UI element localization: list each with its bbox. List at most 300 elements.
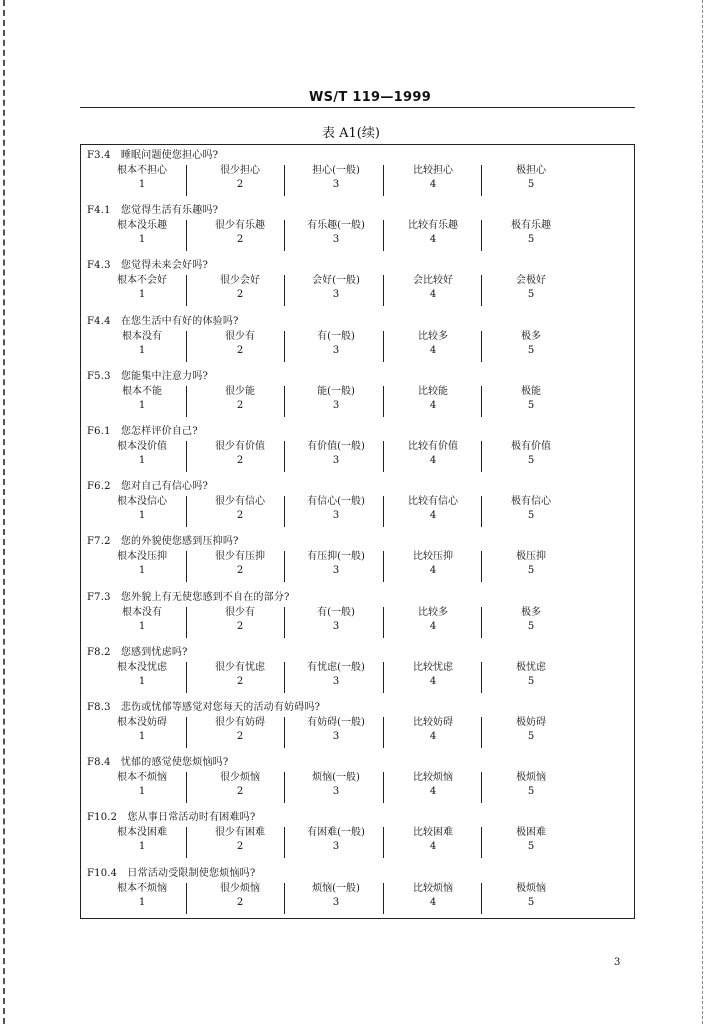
answer-option xyxy=(287,661,385,689)
option-separator xyxy=(383,607,384,638)
option-score: 2 xyxy=(236,786,244,798)
option-label: 比较有信心 xyxy=(408,496,458,508)
option-label: 根本没有 xyxy=(122,330,162,342)
option-score: 2 xyxy=(236,731,244,742)
answer-option xyxy=(384,385,482,413)
answer-option xyxy=(482,385,580,413)
option-score: 2 xyxy=(236,344,244,356)
option-score: 4 xyxy=(429,786,437,798)
option-separator xyxy=(481,607,482,638)
question-prompt: 您觉得未来会好吗? xyxy=(120,260,209,272)
option-label: 很少烦恼 xyxy=(220,772,260,784)
page-number: 3 xyxy=(614,957,621,968)
answer-option xyxy=(287,606,385,634)
option-score: 1 xyxy=(138,510,146,522)
option-separator xyxy=(481,662,482,693)
question-row xyxy=(81,807,634,862)
option-separator xyxy=(383,441,384,472)
question-id: F8.2 xyxy=(87,646,111,658)
answer-option xyxy=(482,716,580,744)
option-score: 1 xyxy=(138,234,146,246)
answer-option xyxy=(191,661,289,689)
answer-option xyxy=(191,385,289,413)
option-separator xyxy=(383,827,384,858)
option-separator xyxy=(186,662,187,693)
question-row xyxy=(81,642,634,697)
question-id: F8.3 xyxy=(87,702,111,713)
option-score: 4 xyxy=(429,565,437,577)
option-label: 有乐趣(一般) xyxy=(307,220,365,232)
option-label: 比较有乐趣 xyxy=(408,220,458,232)
answer-option xyxy=(287,495,385,523)
option-label: 比较压抑 xyxy=(413,551,453,563)
scan-edge-right xyxy=(702,0,703,1024)
option-label: 比较困难 xyxy=(413,827,453,839)
option-separator xyxy=(383,772,384,803)
answer-option xyxy=(93,274,191,302)
option-score: 5 xyxy=(527,841,535,853)
question-prompt: 您怎样评价自己? xyxy=(120,426,198,437)
option-score: 3 xyxy=(332,620,340,632)
option-separator xyxy=(481,441,482,472)
option-label: 根本没乐趣 xyxy=(117,220,167,232)
answer-option xyxy=(384,550,482,578)
option-separator xyxy=(186,275,187,306)
option-separator xyxy=(284,551,285,582)
option-label: 极有信心 xyxy=(511,496,551,508)
option-label: 有忧虑(一般) xyxy=(307,661,365,673)
option-separator xyxy=(186,772,187,803)
option-label: 比较多 xyxy=(418,330,448,342)
option-score: 3 xyxy=(332,565,340,577)
option-score: 2 xyxy=(236,565,244,577)
option-score: 5 xyxy=(527,344,535,356)
question-id: F6.2 xyxy=(87,481,111,493)
option-score: 3 xyxy=(332,455,340,466)
option-score: 4 xyxy=(429,731,437,742)
option-score: 3 xyxy=(332,731,340,742)
answer-option xyxy=(482,826,580,854)
option-label: 很少有困难 xyxy=(215,827,265,839)
option-score: 2 xyxy=(236,675,244,687)
question-row xyxy=(81,697,634,752)
option-label: 根本不能 xyxy=(122,385,162,397)
option-separator xyxy=(284,331,285,362)
option-label: 比较能 xyxy=(418,385,448,397)
option-label: 很少有信心 xyxy=(215,496,265,508)
question-text xyxy=(87,588,290,603)
answer-option xyxy=(93,826,191,854)
question-id: F5.3 xyxy=(87,370,111,382)
option-score: 3 xyxy=(332,289,340,301)
option-label: 比较多 xyxy=(418,606,448,618)
answer-option xyxy=(191,716,289,744)
answer-option xyxy=(191,826,289,854)
question-text xyxy=(87,256,208,271)
option-label: 有(一般) xyxy=(317,330,355,342)
answer-option xyxy=(287,771,385,799)
answer-option xyxy=(482,495,580,523)
option-label: 根本没困难 xyxy=(117,827,167,839)
answer-option xyxy=(384,495,482,523)
option-label: 根本不烦恼 xyxy=(117,772,167,784)
option-label: 根本没妨碍 xyxy=(117,717,167,728)
option-separator xyxy=(481,827,482,858)
scan-edge-left xyxy=(3,0,5,1024)
option-separator xyxy=(284,717,285,748)
option-label: 极忧虑 xyxy=(516,661,546,673)
option-separator xyxy=(481,386,482,417)
option-score: 3 xyxy=(332,399,340,411)
option-separator xyxy=(481,551,482,582)
option-separator xyxy=(481,883,482,914)
option-score: 2 xyxy=(236,179,244,190)
option-score: 5 xyxy=(527,399,535,411)
answer-option xyxy=(287,440,385,468)
option-score: 4 xyxy=(429,510,437,522)
table-title: 表 A1(续) xyxy=(322,126,380,141)
answer-option xyxy=(191,219,289,247)
question-id: F10.4 xyxy=(87,867,118,879)
option-label: 很少有忧虑 xyxy=(215,661,265,673)
option-label: 根本不烦恼 xyxy=(117,882,167,894)
answer-option xyxy=(482,771,580,799)
standard-number: WS/T 119—1999 xyxy=(309,90,432,105)
question-prompt: 您觉得生活有乐趣吗? xyxy=(120,205,219,217)
question-text xyxy=(87,698,320,713)
option-label: 烦恼(一般) xyxy=(312,772,360,784)
answer-option xyxy=(482,274,580,302)
question-id: F7.3 xyxy=(87,591,111,603)
option-label: 很少有价值 xyxy=(215,441,265,452)
answer-option xyxy=(191,330,289,358)
option-separator xyxy=(186,717,187,748)
option-label: 会比较好 xyxy=(413,275,453,287)
option-separator xyxy=(186,331,187,362)
option-label: 极烦恼 xyxy=(516,882,546,894)
answer-option xyxy=(384,440,482,468)
answer-option xyxy=(384,716,482,744)
option-separator xyxy=(383,220,384,251)
option-score: 1 xyxy=(138,620,146,632)
option-separator xyxy=(481,331,482,362)
answer-option xyxy=(482,661,580,689)
option-label: 担心(一般) xyxy=(312,165,360,176)
option-score: 2 xyxy=(236,289,244,301)
answer-option xyxy=(93,882,191,910)
question-id: F4.1 xyxy=(87,205,111,217)
option-label: 根本没价值 xyxy=(117,441,167,452)
option-score: 4 xyxy=(429,455,437,466)
option-score: 1 xyxy=(138,399,146,411)
option-separator xyxy=(383,662,384,693)
question-prompt: 忧郁的感觉使您烦恼吗? xyxy=(120,757,229,769)
question-prompt: 您外貌上有无使您感到不自在的部分? xyxy=(120,591,290,603)
question-row xyxy=(81,587,634,642)
option-separator xyxy=(186,496,187,527)
option-separator xyxy=(383,165,384,196)
option-label: 极有乐趣 xyxy=(511,220,551,232)
option-score: 4 xyxy=(429,234,437,246)
answer-option xyxy=(191,440,289,468)
option-score: 5 xyxy=(527,455,535,466)
option-label: 极困难 xyxy=(516,827,546,839)
option-score: 1 xyxy=(138,344,146,356)
option-separator xyxy=(383,883,384,914)
answer-option xyxy=(93,771,191,799)
option-separator xyxy=(186,220,187,251)
question-prompt: 睡眠问题使您担心吗? xyxy=(120,150,219,161)
question-text xyxy=(87,532,239,547)
option-label: 极多 xyxy=(521,330,541,342)
answer-option xyxy=(191,771,289,799)
question-prompt: 您能集中注意力吗? xyxy=(120,370,209,382)
question-prompt: 您的外貌使您感到压抑吗? xyxy=(120,536,239,548)
option-separator xyxy=(186,165,187,196)
option-separator xyxy=(284,883,285,914)
option-score: 3 xyxy=(332,786,340,798)
answer-option xyxy=(287,219,385,247)
option-label: 有信心(一般) xyxy=(307,496,365,508)
option-score: 1 xyxy=(138,841,146,853)
question-prompt: 您从事日常活动时有困难吗? xyxy=(127,812,256,824)
answer-option xyxy=(287,882,385,910)
answer-option xyxy=(482,440,580,468)
option-label: 根本不会好 xyxy=(117,275,167,287)
answer-option xyxy=(384,826,482,854)
option-score: 5 xyxy=(527,620,535,632)
question-text xyxy=(87,146,218,161)
option-score: 1 xyxy=(138,786,146,798)
option-separator xyxy=(481,772,482,803)
question-text xyxy=(87,477,208,492)
option-label: 有压抑(一般) xyxy=(307,551,365,563)
option-score: 5 xyxy=(527,786,535,798)
option-separator xyxy=(383,331,384,362)
answer-option xyxy=(191,882,289,910)
option-score: 5 xyxy=(527,289,535,301)
option-score: 1 xyxy=(138,179,146,190)
answer-option xyxy=(287,550,385,578)
option-score: 5 xyxy=(527,731,535,742)
option-score: 2 xyxy=(236,455,244,466)
option-label: 根本没有 xyxy=(122,606,162,618)
answer-option xyxy=(287,826,385,854)
question-id: F7.2 xyxy=(87,536,111,548)
option-separator xyxy=(383,496,384,527)
answer-option xyxy=(384,606,482,634)
option-score: 2 xyxy=(236,896,244,908)
question-id: F6.1 xyxy=(87,426,111,437)
option-label: 很少有乐趣 xyxy=(215,220,265,232)
option-score: 3 xyxy=(332,344,340,356)
question-text xyxy=(87,808,255,823)
answer-option xyxy=(384,219,482,247)
answer-option xyxy=(93,606,191,634)
option-label: 很少有 xyxy=(225,330,255,342)
option-separator xyxy=(186,607,187,638)
option-separator xyxy=(383,275,384,306)
option-separator xyxy=(186,386,187,417)
option-separator xyxy=(186,827,187,858)
option-separator xyxy=(383,386,384,417)
question-row xyxy=(81,366,634,421)
option-label: 极烦恼 xyxy=(516,772,546,784)
option-score: 4 xyxy=(429,896,437,908)
option-label: 很少有 xyxy=(225,606,255,618)
option-label: 有价值(一般) xyxy=(307,441,365,452)
option-label: 极妨碍 xyxy=(516,717,546,728)
questionnaire-table xyxy=(80,144,635,919)
option-score: 4 xyxy=(429,620,437,632)
question-row xyxy=(81,200,634,255)
option-score: 1 xyxy=(138,565,146,577)
option-label: 比较妨碍 xyxy=(413,717,453,728)
option-score: 4 xyxy=(429,399,437,411)
option-label: 根本没忧虑 xyxy=(117,661,167,673)
option-separator xyxy=(284,441,285,472)
option-score: 2 xyxy=(236,841,244,853)
option-label: 比较烦恼 xyxy=(413,772,453,784)
option-separator xyxy=(284,772,285,803)
option-score: 3 xyxy=(332,510,340,522)
question-id: F3.4 xyxy=(87,150,111,161)
answer-option xyxy=(93,716,191,744)
answer-option xyxy=(384,771,482,799)
option-separator xyxy=(186,441,187,472)
question-prompt: 您对自己有信心吗? xyxy=(120,481,209,493)
question-prompt: 您感到忧虑吗? xyxy=(120,646,188,658)
option-separator xyxy=(284,220,285,251)
question-row xyxy=(81,255,634,310)
question-row xyxy=(81,311,634,366)
question-row xyxy=(81,421,634,476)
answer-option xyxy=(287,164,385,192)
answer-option xyxy=(191,164,289,192)
option-score: 5 xyxy=(527,510,535,522)
answer-option xyxy=(482,606,580,634)
question-row xyxy=(81,531,634,586)
answer-option xyxy=(191,606,289,634)
answer-option xyxy=(287,330,385,358)
option-label: 有妨碍(一般) xyxy=(307,717,365,728)
answer-option xyxy=(384,164,482,192)
option-separator xyxy=(284,165,285,196)
option-separator xyxy=(481,496,482,527)
answer-option xyxy=(93,385,191,413)
option-separator xyxy=(284,275,285,306)
question-row xyxy=(81,752,634,807)
question-prompt: 悲伤或忧郁等感觉对您每天的活动有妨碍吗? xyxy=(120,702,321,713)
answer-option xyxy=(287,716,385,744)
answer-option xyxy=(384,274,482,302)
option-score: 5 xyxy=(527,234,535,246)
option-score: 3 xyxy=(332,179,340,190)
question-text xyxy=(87,643,188,658)
option-score: 1 xyxy=(138,289,146,301)
option-score: 3 xyxy=(332,675,340,687)
answer-option xyxy=(287,274,385,302)
question-text xyxy=(87,422,198,437)
option-score: 5 xyxy=(527,565,535,577)
option-label: 会极好 xyxy=(516,275,546,287)
header-rule xyxy=(80,107,635,108)
option-label: 比较烦恼 xyxy=(413,882,453,894)
answer-option xyxy=(93,495,191,523)
question-text xyxy=(87,753,228,768)
option-score: 4 xyxy=(429,289,437,301)
question-id: F8.4 xyxy=(87,757,111,769)
option-separator xyxy=(481,717,482,748)
answer-option xyxy=(482,882,580,910)
option-score: 4 xyxy=(429,675,437,687)
option-score: 4 xyxy=(429,344,437,356)
option-score: 1 xyxy=(138,455,146,466)
option-score: 4 xyxy=(429,841,437,853)
option-label: 极担心 xyxy=(516,165,546,176)
option-separator xyxy=(284,496,285,527)
question-text xyxy=(87,312,239,327)
question-id: F4.3 xyxy=(87,260,111,272)
option-score: 3 xyxy=(332,896,340,908)
answer-option xyxy=(482,550,580,578)
option-score: 5 xyxy=(527,675,535,687)
option-label: 极压抑 xyxy=(516,551,546,563)
option-label: 极有价值 xyxy=(511,441,551,452)
question-prompt: 日常活动受限制使您烦恼吗? xyxy=(127,867,256,879)
answer-option xyxy=(93,164,191,192)
answer-option xyxy=(191,274,289,302)
question-prompt: 在您生活中有好的体验吗? xyxy=(120,315,239,327)
option-score: 2 xyxy=(236,510,244,522)
option-separator xyxy=(284,827,285,858)
option-label: 比较忧虑 xyxy=(413,661,453,673)
option-label: 有困难(一般) xyxy=(307,827,365,839)
answer-option xyxy=(482,219,580,247)
option-score: 2 xyxy=(236,620,244,632)
question-text xyxy=(87,864,255,879)
option-label: 会好(一般) xyxy=(312,275,360,287)
option-label: 极能 xyxy=(521,385,541,397)
option-score: 1 xyxy=(138,896,146,908)
option-separator xyxy=(186,883,187,914)
option-label: 根本不担心 xyxy=(117,165,167,176)
option-separator xyxy=(186,551,187,582)
option-label: 很少能 xyxy=(225,385,255,397)
option-label: 很少有妨碍 xyxy=(215,717,265,728)
option-label: 很少烦恼 xyxy=(220,882,260,894)
option-separator xyxy=(383,717,384,748)
option-label: 极多 xyxy=(521,606,541,618)
option-label: 很少担心 xyxy=(220,165,260,176)
answer-option xyxy=(191,495,289,523)
question-text xyxy=(87,201,218,216)
option-label: 能(一般) xyxy=(317,385,355,397)
option-score: 2 xyxy=(236,234,244,246)
option-separator xyxy=(383,551,384,582)
question-row xyxy=(81,145,634,200)
option-label: 烦恼(一般) xyxy=(312,882,360,894)
question-text xyxy=(87,367,208,382)
option-label: 很少会好 xyxy=(220,275,260,287)
question-id: F4.4 xyxy=(87,315,111,327)
option-separator xyxy=(284,607,285,638)
option-label: 有(一般) xyxy=(317,606,355,618)
option-separator xyxy=(481,275,482,306)
option-score: 1 xyxy=(138,675,146,687)
answer-option xyxy=(384,661,482,689)
option-separator xyxy=(284,662,285,693)
